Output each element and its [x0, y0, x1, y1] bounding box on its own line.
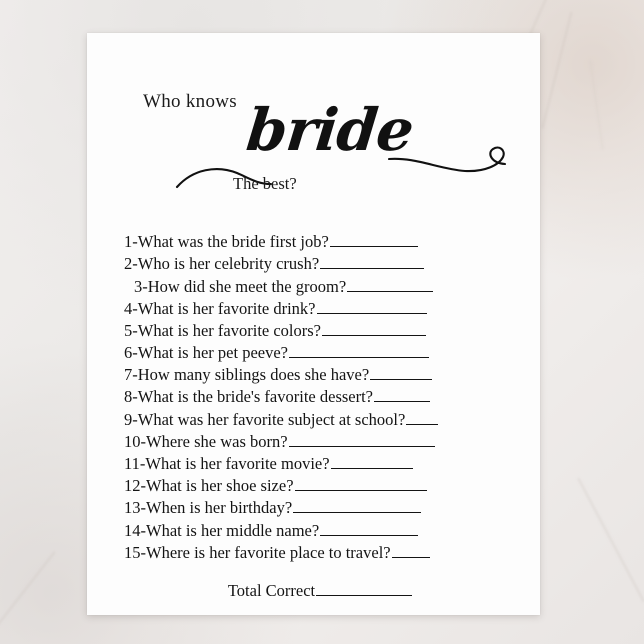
answer-blank[interactable] [322, 320, 426, 336]
marble-vein [577, 478, 644, 602]
question-text: 1-What was the bride first job? [124, 232, 329, 252]
question-text: 4-What is her favorite drink? [124, 298, 316, 318]
answer-blank[interactable] [370, 364, 432, 380]
marble-vein [542, 12, 572, 129]
question-row [124, 409, 516, 431]
answer-blank[interactable] [293, 497, 421, 513]
question-text: 14-What is her middle name? [124, 520, 320, 540]
total-correct-row [124, 580, 516, 601]
question-text: 12-What is her shoe size? [124, 476, 294, 496]
question-row [124, 231, 516, 253]
answer-blank[interactable] [392, 542, 430, 558]
total-correct-blank[interactable] [316, 580, 412, 596]
question-text: 10-Where she was born? [124, 431, 288, 451]
answer-blank[interactable] [289, 342, 429, 358]
header-line-1: Who knows [143, 91, 237, 112]
script-word-group [87, 95, 540, 185]
answer-blank[interactable] [347, 275, 433, 291]
question-row [124, 253, 516, 275]
question-text: 8-What is the bride's favorite dessert? [124, 387, 374, 407]
total-correct-label: Total Correct [227, 581, 316, 601]
bridal-shower-game-card [87, 33, 540, 615]
answer-blank[interactable] [320, 519, 418, 535]
question-text: 3-How did she meet the groom? [134, 276, 347, 296]
question-text: 13-When is her birthday? [124, 498, 293, 518]
question-text: 2-Who is her celebrity crush? [124, 254, 320, 274]
question-row [124, 542, 516, 564]
answer-blank[interactable] [320, 253, 424, 269]
question-list [124, 231, 516, 564]
script-word: bride [243, 96, 417, 164]
question-row [124, 298, 516, 320]
marble-vein [590, 60, 604, 149]
question-text: 11-What is her favorite movie? [124, 454, 330, 474]
question-row [124, 497, 516, 519]
card-header [87, 33, 540, 198]
answer-blank[interactable] [406, 409, 438, 425]
question-row [124, 320, 516, 342]
question-row [124, 275, 516, 297]
question-row [124, 519, 516, 541]
answer-blank[interactable] [330, 231, 418, 247]
question-row [124, 386, 516, 408]
question-text: 7-How many siblings does she have? [124, 365, 370, 385]
answer-blank[interactable] [289, 431, 435, 447]
question-row [124, 475, 516, 497]
question-text: 6-What is her pet peeve? [124, 343, 289, 363]
question-row [124, 453, 516, 475]
question-row [124, 431, 516, 453]
question-row [124, 342, 516, 364]
right-flourish-icon [387, 139, 517, 187]
question-row [124, 364, 516, 386]
answer-blank[interactable] [331, 453, 413, 469]
answer-blank[interactable] [374, 386, 430, 402]
answer-blank[interactable] [317, 298, 427, 314]
question-text: 15-Where is her favorite place to travel? [124, 542, 391, 562]
marble-vein [0, 551, 55, 639]
answer-blank[interactable] [295, 475, 427, 491]
question-text: 9-What was her favorite subject at school? [124, 409, 406, 429]
question-text: 5-What is her favorite colors? [124, 320, 322, 340]
header-line-2: The best? [233, 174, 297, 193]
